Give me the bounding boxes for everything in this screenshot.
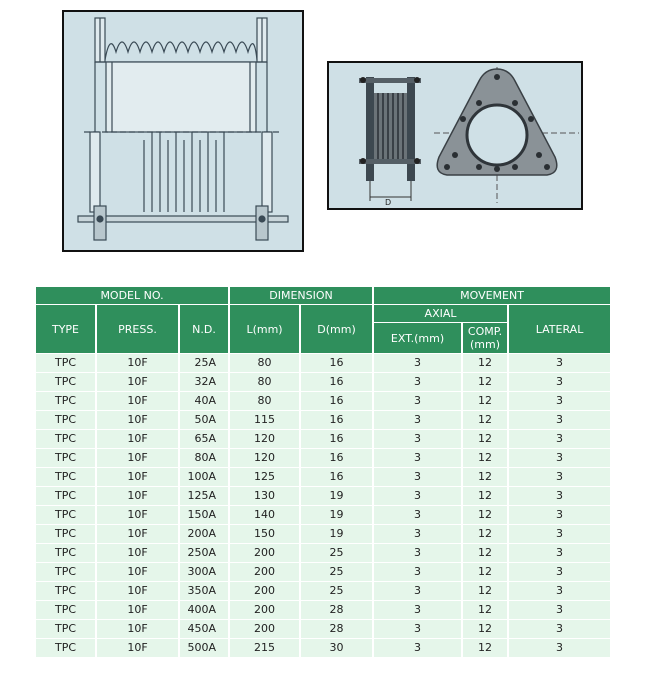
cell-nd: 25A (180, 354, 228, 372)
col-comp: COMP. (mm) (463, 323, 507, 353)
cell-d: 16 (301, 449, 372, 467)
table-row (36, 392, 610, 410)
cell-nd: 500A (180, 639, 228, 657)
cell-l: 125 (230, 468, 299, 486)
cell-press: 10F (97, 373, 178, 391)
cell-comp: 12 (463, 620, 507, 638)
cell-comp: 12 (463, 563, 507, 581)
cell-press: 10F (97, 449, 178, 467)
cell-comp: 12 (463, 525, 507, 543)
cell-ext: 3 (374, 620, 461, 638)
cell-d: 25 (301, 582, 372, 600)
cell-ext: 3 (374, 563, 461, 581)
table-row (36, 563, 610, 581)
cell-lateral: 3 (509, 411, 610, 429)
cell-lateral: 3 (509, 392, 610, 410)
expansion-joint-photo-panel (327, 61, 583, 210)
col-d: D(mm) (301, 305, 372, 353)
cell-l: 80 (230, 392, 299, 410)
cell-ext: 3 (374, 354, 461, 372)
cell-d: 30 (301, 639, 372, 657)
photo-panel-svg (329, 63, 581, 208)
cell-lateral: 3 (509, 449, 610, 467)
cell-lateral: 3 (509, 373, 610, 391)
cell-l: 120 (230, 449, 299, 467)
cell-press: 10F (97, 411, 178, 429)
cell-l: 140 (230, 506, 299, 524)
cell-comp: 12 (463, 354, 507, 372)
cell-press: 10F (97, 525, 178, 543)
table-row (36, 430, 610, 448)
cell-nd: 40A (180, 392, 228, 410)
cell-l: 200 (230, 544, 299, 562)
cell-type: TPC (36, 392, 95, 410)
cell-d: 28 (301, 601, 372, 619)
cell-comp: 12 (463, 601, 507, 619)
cell-d: 16 (301, 430, 372, 448)
cell-ext: 3 (374, 449, 461, 467)
cell-press: 10F (97, 487, 178, 505)
cell-press: 10F (97, 430, 178, 448)
cell-l: 80 (230, 373, 299, 391)
cell-ext: 3 (374, 373, 461, 391)
table-row (36, 525, 610, 543)
cell-comp: 12 (463, 639, 507, 657)
cell-nd: 200A (180, 525, 228, 543)
cell-nd: 350A (180, 582, 228, 600)
cell-type: TPC (36, 449, 95, 467)
cell-type: TPC (36, 373, 95, 391)
col-l: L(mm) (230, 305, 299, 353)
cell-lateral: 3 (509, 487, 610, 505)
table-row (36, 373, 610, 391)
cell-d: 25 (301, 544, 372, 562)
cell-type: TPC (36, 411, 95, 429)
cell-d: 19 (301, 506, 372, 524)
cell-d: 28 (301, 620, 372, 638)
cell-press: 10F (97, 354, 178, 372)
cell-lateral: 3 (509, 601, 610, 619)
cell-press: 10F (97, 392, 178, 410)
cell-ext: 3 (374, 639, 461, 657)
cell-l: 200 (230, 601, 299, 619)
cell-type: TPC (36, 601, 95, 619)
section-drawing-svg (64, 12, 302, 250)
col-type: TYPE (36, 305, 95, 353)
cell-nd: 150A (180, 506, 228, 524)
cell-l: 200 (230, 563, 299, 581)
cell-type: TPC (36, 563, 95, 581)
cell-l: 215 (230, 639, 299, 657)
cell-l: 120 (230, 430, 299, 448)
table-row (36, 544, 610, 562)
cell-comp: 12 (463, 468, 507, 486)
cell-type: TPC (36, 468, 95, 486)
table-row (36, 487, 610, 505)
cell-d: 16 (301, 392, 372, 410)
cell-ext: 3 (374, 601, 461, 619)
cell-press: 10F (97, 563, 178, 581)
table-row (36, 639, 610, 657)
cell-press: 10F (97, 582, 178, 600)
cell-lateral: 3 (509, 468, 610, 486)
col-press: PRESS. (97, 305, 178, 353)
cell-l: 150 (230, 525, 299, 543)
cell-comp: 12 (463, 411, 507, 429)
cell-press: 10F (97, 544, 178, 562)
cell-lateral: 3 (509, 582, 610, 600)
cell-type: TPC (36, 430, 95, 448)
expansion-joint-section-drawing (62, 10, 304, 252)
cell-nd: 250A (180, 544, 228, 562)
cell-lateral: 3 (509, 544, 610, 562)
table-row (36, 468, 610, 486)
cell-press: 10F (97, 506, 178, 524)
cell-type: TPC (36, 487, 95, 505)
table-row (36, 620, 610, 638)
header-axial: AXIAL (374, 305, 507, 322)
cell-l: 130 (230, 487, 299, 505)
cell-lateral: 3 (509, 563, 610, 581)
cell-nd: 100A (180, 468, 228, 486)
cell-comp: 12 (463, 582, 507, 600)
cell-d: 16 (301, 468, 372, 486)
cell-ext: 3 (374, 411, 461, 429)
cell-ext: 3 (374, 392, 461, 410)
cell-lateral: 3 (509, 620, 610, 638)
cell-nd: 450A (180, 620, 228, 638)
cell-nd: 125A (180, 487, 228, 505)
cell-press: 10F (97, 468, 178, 486)
table-row (36, 601, 610, 619)
header-movement: MOVEMENT (374, 287, 610, 304)
cell-l: 115 (230, 411, 299, 429)
cell-type: TPC (36, 544, 95, 562)
cell-lateral: 3 (509, 430, 610, 448)
cell-type: TPC (36, 506, 95, 524)
cell-comp: 12 (463, 392, 507, 410)
cell-d: 25 (301, 563, 372, 581)
joint-side-view (359, 77, 421, 207)
table-row (36, 354, 610, 372)
col-ext: EXT.(mm) (374, 323, 461, 353)
cell-ext: 3 (374, 525, 461, 543)
col-nd: N.D. (180, 305, 228, 353)
cell-type: TPC (36, 639, 95, 657)
cell-nd: 300A (180, 563, 228, 581)
cell-d: 16 (301, 354, 372, 372)
cell-ext: 3 (374, 506, 461, 524)
cell-comp: 12 (463, 506, 507, 524)
cell-press: 10F (97, 620, 178, 638)
cell-type: TPC (36, 620, 95, 638)
cell-ext: 3 (374, 430, 461, 448)
cell-comp: 12 (463, 430, 507, 448)
cell-nd: 32A (180, 373, 228, 391)
cell-ext: 3 (374, 582, 461, 600)
table-row (36, 506, 610, 524)
cell-l: 80 (230, 354, 299, 372)
cell-comp: 12 (463, 373, 507, 391)
cell-nd: 65A (180, 430, 228, 448)
cell-l: 200 (230, 582, 299, 600)
cell-press: 10F (97, 639, 178, 657)
cell-d: 16 (301, 373, 372, 391)
cell-ext: 3 (374, 487, 461, 505)
cell-comp: 12 (463, 449, 507, 467)
cell-comp: 12 (463, 487, 507, 505)
cell-nd: 400A (180, 601, 228, 619)
cell-lateral: 3 (509, 525, 610, 543)
cell-lateral: 3 (509, 639, 610, 657)
table-row (36, 582, 610, 600)
triangular-flange-view (434, 67, 579, 203)
cell-d: 19 (301, 525, 372, 543)
cell-l: 200 (230, 620, 299, 638)
cell-ext: 3 (374, 468, 461, 486)
cell-press: 10F (97, 601, 178, 619)
cell-nd: 50A (180, 411, 228, 429)
table-row (36, 449, 610, 467)
col-lateral: LATERAL (509, 305, 610, 353)
cell-type: TPC (36, 354, 95, 372)
cell-comp: 12 (463, 544, 507, 562)
header-dimension: DIMENSION (230, 287, 372, 304)
cell-d: 16 (301, 411, 372, 429)
header-model-no: MODEL NO. (36, 287, 228, 304)
cell-nd: 80A (180, 449, 228, 467)
cell-lateral: 3 (509, 354, 610, 372)
cell-type: TPC (36, 525, 95, 543)
table-row (36, 411, 610, 429)
cell-ext: 3 (374, 544, 461, 562)
cell-d: 19 (301, 487, 372, 505)
spec-table-body (36, 354, 610, 657)
dimension-d-marker: D (385, 198, 392, 207)
cell-type: TPC (36, 582, 95, 600)
cell-lateral: 3 (509, 506, 610, 524)
spec-table (34, 286, 612, 658)
